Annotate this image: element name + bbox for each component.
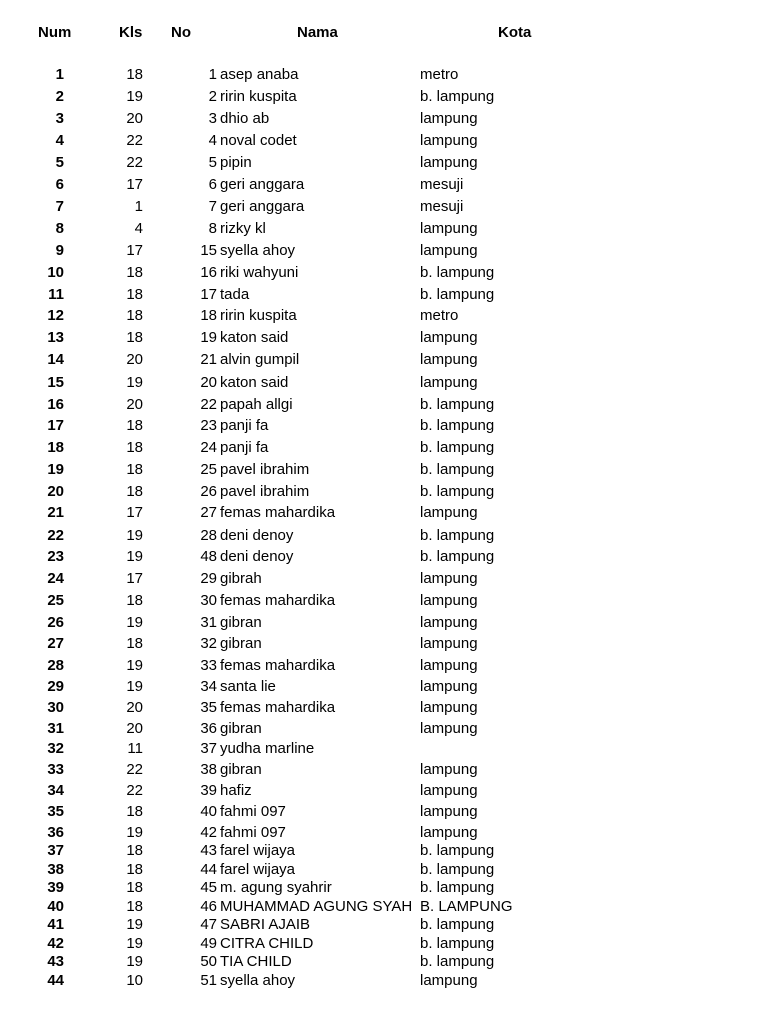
- cell-num: 14: [47, 351, 64, 368]
- table-row: [0, 879, 768, 897]
- table-row: [0, 898, 768, 916]
- cell-no: 47: [200, 916, 217, 933]
- cell-num: 11: [48, 286, 64, 303]
- cell-no: 3: [208, 110, 217, 127]
- table-row: [0, 198, 768, 216]
- cell-kls: 18: [126, 417, 143, 434]
- cell-nama: gibran: [220, 614, 262, 631]
- cell-nama: farel wijaya: [220, 842, 296, 859]
- cell-nama: gibran: [220, 761, 262, 778]
- cell-num: 7: [55, 198, 64, 215]
- cell-kota: lampung: [420, 657, 478, 674]
- cell-kls: 11: [127, 740, 143, 757]
- cell-nama: farel wijaya: [220, 861, 296, 878]
- cell-nama: femas mahardika: [220, 504, 336, 521]
- cell-nama: ririn kuspita: [220, 88, 297, 105]
- table-row: [0, 548, 768, 566]
- cell-num: 38: [47, 861, 64, 878]
- cell-kota: lampung: [420, 614, 478, 631]
- cell-no: 49: [200, 935, 217, 952]
- cell-nama: geri anggara: [220, 198, 305, 215]
- table-row: [0, 824, 768, 842]
- cell-num: 40: [47, 898, 64, 915]
- cell-kls: 19: [126, 935, 143, 952]
- cell-kota: lampung: [420, 570, 478, 587]
- cell-kls: 20: [126, 110, 143, 127]
- cell-no: 44: [200, 861, 217, 878]
- cell-num: 24: [47, 570, 64, 587]
- table-row: [0, 461, 768, 479]
- cell-kls: 19: [126, 916, 143, 933]
- cell-kls: 18: [126, 635, 143, 652]
- table-row: [0, 570, 768, 588]
- table-row: [0, 720, 768, 738]
- cell-no: 20: [200, 374, 217, 391]
- cell-num: 31: [47, 720, 64, 737]
- cell-kota: lampung: [420, 351, 478, 368]
- cell-kota: lampung: [420, 110, 478, 127]
- cell-nama: gibran: [220, 720, 262, 737]
- cell-no: 18: [200, 307, 217, 324]
- table-row: [0, 678, 768, 696]
- cell-num: 10: [47, 264, 64, 281]
- cell-nama: deni denoy: [220, 548, 294, 565]
- cell-kota: lampung: [420, 782, 478, 799]
- cell-kls: 17: [126, 570, 143, 587]
- cell-kota: b. lampung: [420, 527, 495, 544]
- cell-num: 17: [47, 417, 64, 434]
- cell-num: 25: [47, 592, 64, 609]
- cell-no: 8: [208, 220, 217, 237]
- header-kls: Kls: [119, 24, 143, 41]
- cell-kls: 19: [126, 88, 143, 105]
- header-nama: Nama: [297, 24, 338, 41]
- cell-nama: pipin: [220, 154, 252, 171]
- cell-no: 34: [200, 678, 217, 695]
- cell-kota: b. lampung: [420, 286, 495, 303]
- table-row: [0, 635, 768, 653]
- cell-num: 5: [55, 154, 64, 171]
- cell-num: 39: [47, 879, 64, 896]
- table-row: [0, 439, 768, 457]
- cell-kota: b. lampung: [420, 264, 495, 281]
- cell-kls: 19: [126, 953, 143, 970]
- table-row: [0, 953, 768, 971]
- cell-nama: fahmi 097: [220, 803, 286, 820]
- cell-nama: syella ahoy: [220, 972, 296, 989]
- cell-no: 36: [200, 720, 217, 737]
- cell-no: 26: [200, 483, 217, 500]
- cell-kls: 22: [126, 761, 143, 778]
- table-row: [0, 396, 768, 414]
- cell-num: 18: [47, 439, 64, 456]
- cell-num: 13: [47, 329, 64, 346]
- header-num: Num: [38, 24, 72, 41]
- table-row: [0, 88, 768, 106]
- cell-no: 25: [200, 461, 217, 478]
- cell-no: 37: [200, 740, 217, 757]
- cell-num: 35: [47, 803, 64, 820]
- table-row: [0, 614, 768, 632]
- cell-no: 30: [200, 592, 217, 609]
- cell-no: 35: [200, 699, 217, 716]
- cell-num: 29: [47, 678, 64, 695]
- cell-kls: 18: [126, 307, 143, 324]
- table-row: [0, 264, 768, 282]
- cell-no: 27: [200, 504, 217, 521]
- cell-nama: femas mahardika: [220, 592, 336, 609]
- cell-kls: 4: [134, 220, 143, 237]
- cell-kota: lampung: [420, 824, 478, 841]
- cell-kota: b. lampung: [420, 396, 495, 413]
- cell-kota: lampung: [420, 132, 478, 149]
- cell-kota: lampung: [420, 242, 478, 259]
- cell-no: 7: [208, 198, 217, 215]
- cell-num: 12: [47, 307, 64, 324]
- cell-kls: 22: [126, 132, 143, 149]
- cell-num: 3: [55, 110, 64, 127]
- cell-nama: rizky kl: [220, 220, 266, 237]
- cell-num: 22: [47, 527, 64, 544]
- table-row: [0, 504, 768, 522]
- cell-nama: femas mahardika: [220, 657, 336, 674]
- cell-kota: b. lampung: [420, 861, 495, 878]
- cell-nama: tada: [220, 286, 250, 303]
- cell-num: 30: [47, 699, 64, 716]
- cell-kls: 18: [126, 439, 143, 456]
- cell-nama: dhio ab: [220, 110, 270, 127]
- cell-kota: mesuji: [420, 176, 464, 193]
- cell-num: 19: [47, 461, 64, 478]
- cell-num: 23: [47, 548, 64, 565]
- cell-kota: b. lampung: [420, 916, 495, 933]
- cell-nama: SABRI AJAIB: [220, 916, 311, 933]
- cell-nama: gibrah: [220, 570, 262, 587]
- cell-no: 16: [200, 264, 217, 281]
- cell-num: 6: [55, 176, 64, 193]
- cell-kls: 18: [126, 264, 143, 281]
- cell-nama: geri anggara: [220, 176, 305, 193]
- cell-kota: b. lampung: [420, 439, 495, 456]
- cell-kls: 18: [126, 803, 143, 820]
- cell-kls: 20: [126, 720, 143, 737]
- table-row: [0, 154, 768, 172]
- cell-kota: b. lampung: [420, 417, 495, 434]
- table-row: [0, 242, 768, 260]
- cell-kota: lampung: [420, 154, 478, 171]
- cell-num: 26: [47, 614, 64, 631]
- header-kota: Kota: [498, 24, 532, 41]
- cell-no: 39: [200, 782, 217, 799]
- cell-num: 15: [47, 374, 64, 391]
- table-row: [0, 592, 768, 610]
- cell-no: 4: [208, 132, 217, 149]
- table-row: [0, 307, 768, 325]
- table-row: [0, 861, 768, 879]
- cell-kota: b. lampung: [420, 879, 495, 896]
- cell-no: 17: [200, 286, 217, 303]
- table-row: [0, 699, 768, 717]
- cell-kls: 17: [126, 504, 143, 521]
- cell-kls: 20: [126, 396, 143, 413]
- cell-kls: 19: [126, 614, 143, 631]
- cell-kota: b. lampung: [420, 548, 495, 565]
- cell-no: 38: [200, 761, 217, 778]
- cell-num: 33: [47, 761, 64, 778]
- cell-num: 43: [47, 953, 64, 970]
- table-row: [0, 417, 768, 435]
- cell-nama: papah allgi: [220, 396, 293, 413]
- table-row: [0, 374, 768, 392]
- cell-kls: 19: [126, 527, 143, 544]
- cell-num: 34: [47, 782, 64, 799]
- table-row: [0, 657, 768, 675]
- cell-kota: lampung: [420, 972, 478, 989]
- cell-kota: metro: [420, 66, 459, 83]
- cell-kota: lampung: [420, 504, 478, 521]
- table-row: [0, 782, 768, 800]
- cell-kota: lampung: [420, 220, 478, 237]
- cell-no: 29: [200, 570, 217, 587]
- cell-num: 41: [47, 916, 64, 933]
- cell-kota: b. lampung: [420, 88, 495, 105]
- cell-nama: pavel ibrahim: [220, 461, 310, 478]
- cell-kota: lampung: [420, 329, 478, 346]
- table-row: [0, 483, 768, 501]
- table-row: [0, 110, 768, 128]
- table-row: [0, 286, 768, 304]
- cell-nama: MUHAMMAD AGUNG SYAH: [220, 898, 413, 915]
- cell-nama: panji fa: [220, 417, 269, 434]
- cell-no: 40: [200, 803, 217, 820]
- cell-num: 20: [47, 483, 64, 500]
- table-row: [0, 132, 768, 150]
- cell-kota: lampung: [420, 803, 478, 820]
- cell-kls: 20: [126, 351, 143, 368]
- cell-nama: pavel ibrahim: [220, 483, 310, 500]
- cell-no: 24: [200, 439, 217, 456]
- cell-no: 6: [208, 176, 217, 193]
- cell-no: 15: [200, 242, 217, 259]
- cell-kls: 17: [126, 176, 143, 193]
- cell-no: 2: [208, 88, 217, 105]
- table-row: [0, 351, 768, 369]
- cell-nama: riki wahyuni: [220, 264, 299, 281]
- cell-nama: gibran: [220, 635, 262, 652]
- cell-kls: 18: [126, 898, 143, 915]
- cell-nama: TIA CHILD: [220, 953, 292, 970]
- cell-no: 46: [200, 898, 217, 915]
- table-row: [0, 972, 768, 990]
- cell-num: 44: [47, 972, 64, 989]
- cell-nama: femas mahardika: [220, 699, 336, 716]
- cell-kota: lampung: [420, 635, 478, 652]
- cell-kls: 18: [126, 286, 143, 303]
- cell-nama: syella ahoy: [220, 242, 296, 259]
- cell-kota: B. LAMPUNG: [420, 898, 513, 915]
- cell-kls: 19: [126, 678, 143, 695]
- cell-kota: lampung: [420, 374, 478, 391]
- cell-nama: m. agung syahrir: [220, 879, 332, 896]
- cell-nama: panji fa: [220, 439, 269, 456]
- table-row: [0, 740, 768, 758]
- cell-no: 31: [200, 614, 217, 631]
- table-row: [0, 527, 768, 545]
- cell-kota: metro: [420, 307, 459, 324]
- cell-kls: 1: [134, 198, 143, 215]
- cell-no: 45: [200, 879, 217, 896]
- cell-kls: 20: [126, 699, 143, 716]
- cell-num: 28: [47, 657, 64, 674]
- cell-num: 9: [55, 242, 64, 259]
- cell-kls: 18: [126, 842, 143, 859]
- cell-kota: lampung: [420, 678, 478, 695]
- cell-no: 33: [200, 657, 217, 674]
- cell-kls: 18: [126, 861, 143, 878]
- cell-nama: fahmi 097: [220, 824, 286, 841]
- cell-no: 23: [200, 417, 217, 434]
- cell-kota: b. lampung: [420, 842, 495, 859]
- cell-nama: CITRA CHILD: [220, 935, 314, 952]
- cell-nama: ririn kuspita: [220, 307, 297, 324]
- cell-kls: 22: [126, 782, 143, 799]
- cell-kls: 18: [126, 483, 143, 500]
- cell-kls: 19: [126, 374, 143, 391]
- table-row: [0, 329, 768, 347]
- cell-kota: lampung: [420, 699, 478, 716]
- cell-kls: 18: [126, 329, 143, 346]
- table-row: [0, 66, 768, 84]
- table-row: [0, 761, 768, 779]
- cell-nama: yudha marline: [220, 740, 315, 757]
- cell-num: 1: [55, 66, 64, 83]
- cell-no: 42: [200, 824, 217, 841]
- cell-kls: 19: [126, 657, 143, 674]
- cell-kls: 18: [126, 592, 143, 609]
- cell-kota: b. lampung: [420, 483, 495, 500]
- cell-num: 42: [47, 935, 64, 952]
- cell-kota: lampung: [420, 761, 478, 778]
- cell-no: 48: [200, 548, 217, 565]
- table-row: [0, 842, 768, 860]
- cell-nama: asep anaba: [220, 66, 299, 83]
- cell-num: 21: [47, 504, 64, 521]
- cell-nama: katon said: [220, 374, 289, 391]
- cell-num: 36: [47, 824, 64, 841]
- table-row: [0, 916, 768, 934]
- cell-no: 19: [200, 329, 217, 346]
- cell-kls: 22: [126, 154, 143, 171]
- cell-no: 32: [200, 635, 217, 652]
- cell-kls: 18: [126, 461, 143, 478]
- cell-kls: 19: [126, 824, 143, 841]
- cell-nama: santa lie: [220, 678, 276, 695]
- cell-nama: alvin gumpil: [220, 351, 300, 368]
- table-row: [0, 220, 768, 238]
- cell-nama: deni denoy: [220, 527, 294, 544]
- cell-kls: 10: [126, 972, 143, 989]
- cell-kota: b. lampung: [420, 461, 495, 478]
- cell-num: 32: [47, 740, 64, 757]
- cell-num: 27: [47, 635, 64, 652]
- cell-no: 22: [200, 396, 217, 413]
- table-row: [0, 176, 768, 194]
- cell-no: 5: [208, 154, 217, 171]
- cell-no: 21: [200, 351, 217, 368]
- cell-kota: b. lampung: [420, 953, 495, 970]
- cell-kota: b. lampung: [420, 935, 495, 952]
- cell-nama: noval codet: [220, 132, 297, 149]
- table-row: [0, 935, 768, 953]
- cell-no: 43: [200, 842, 217, 859]
- cell-kls: 18: [126, 879, 143, 896]
- cell-kls: 19: [126, 548, 143, 565]
- cell-num: 4: [55, 132, 64, 149]
- cell-no: 51: [200, 972, 217, 989]
- cell-nama: hafiz: [220, 782, 252, 799]
- cell-kota: lampung: [420, 592, 478, 609]
- cell-kls: 18: [126, 66, 143, 83]
- cell-no: 50: [200, 953, 217, 970]
- header-no: No: [171, 24, 191, 41]
- cell-nama: katon said: [220, 329, 289, 346]
- cell-no: 28: [200, 527, 217, 544]
- cell-num: 16: [47, 396, 64, 413]
- table-row: [0, 803, 768, 821]
- cell-kota: mesuji: [420, 198, 464, 215]
- cell-no: 1: [208, 66, 217, 83]
- cell-num: 37: [47, 842, 64, 859]
- cell-kota: lampung: [420, 720, 478, 737]
- cell-kls: 17: [126, 242, 143, 259]
- cell-num: 8: [55, 220, 64, 237]
- cell-num: 2: [55, 88, 64, 105]
